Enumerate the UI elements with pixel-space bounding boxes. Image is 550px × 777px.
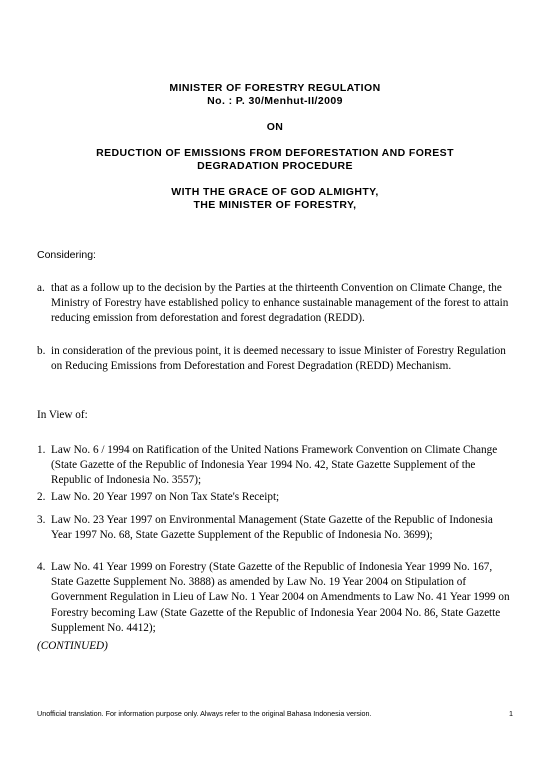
list-marker: a. — [37, 282, 45, 294]
subject-line-2: DEGRADATION PROCEDURE — [197, 160, 353, 172]
in-view-of-item-1 — [37, 443, 515, 489]
in-view-of-label: In View of: — [37, 409, 88, 421]
grace-line-1: WITH THE GRACE OF GOD ALMIGHTY, — [171, 186, 379, 198]
continued-marker: (CONTINUED) — [37, 640, 108, 652]
in-view-of-item-4 — [37, 560, 515, 636]
grace-line-2: THE MINISTER OF FORESTRY, — [193, 199, 357, 211]
list-marker: 1. — [37, 444, 46, 456]
list-marker: 4. — [37, 561, 46, 573]
in-view-of-item-text: Law No. 23 Year 1997 on Environmental Management (State Gazette of the Republic of Indonesia Year 1997 No. 68, State Gazette Supplement of the Republic of Indonesia No. 3699); — [51, 514, 493, 542]
considering-item-text: in consideration of the previous point, it is deemed necessary to issue Minister of Forestry Regulation on Reducing Emissions from Deforestation and Forest Degradation (REDD) Mechanism. — [51, 345, 506, 373]
in-view-of-item-3 — [37, 513, 515, 543]
in-view-of-item-text: Law No. 6 / 1994 on Ratification of the United Nations Framework Convention on Climate Change (State Gazette of the Republic of Indonesia Year 1994 No. 42, State Gazette Supplement of the Republic of Indonesia No. 3557); — [51, 444, 498, 487]
list-marker: 3. — [37, 514, 46, 526]
considering-item-a — [37, 281, 515, 327]
regulation-number: No. : P. 30/Menhut-II/2009 — [207, 95, 343, 107]
in-view-of-item-text: Law No. 20 Year 1997 on Non Tax State's Receipt; — [51, 491, 280, 503]
in-view-of-item-text: Law No. 41 Year 1999 on Forestry (State Gazette of the Republic of Indonesia Year 1999 No. 167, State Gazette Supplement No. 3888) as amended by Law No. 19 Year 2004 on Stipulation of Government Regulation in Lieu of Law No. 1 Year 2004 on Amendments to Law No. 41 Year 1999 on Forestry becoming Law (State Gazette of the Republic of Indonesia Year 2004 No. 86, State Gazette Supplement No. 4412); — [51, 561, 510, 634]
subject-line-1: REDUCTION OF EMISSIONS FROM DEFORESTATION AND FOREST — [96, 147, 454, 159]
page-footer — [37, 709, 513, 718]
regulation-title: MINISTER OF FORESTRY REGULATION — [169, 82, 381, 94]
in-view-of-item-2 — [37, 490, 515, 505]
list-marker: 2. — [37, 491, 46, 503]
considering-item-text: that as a follow up to the decision by the Parties at the thirteenth Convention on Climate Change, the Ministry of Forestry have established policy to enhance sustainable management of the forest to attain reducing emission from deforestation and forest degradation (REDD). — [51, 282, 509, 325]
considering-item-b — [37, 344, 515, 374]
list-marker: b. — [37, 345, 46, 357]
on-label: ON — [266, 121, 284, 133]
footer-disclaimer: Unofficial translation. For information purpose only. Always refer to the original Bahasa Indonesia version. — [37, 709, 372, 718]
considering-label: Considering: — [37, 249, 96, 261]
page-number: 1 — [509, 709, 513, 718]
